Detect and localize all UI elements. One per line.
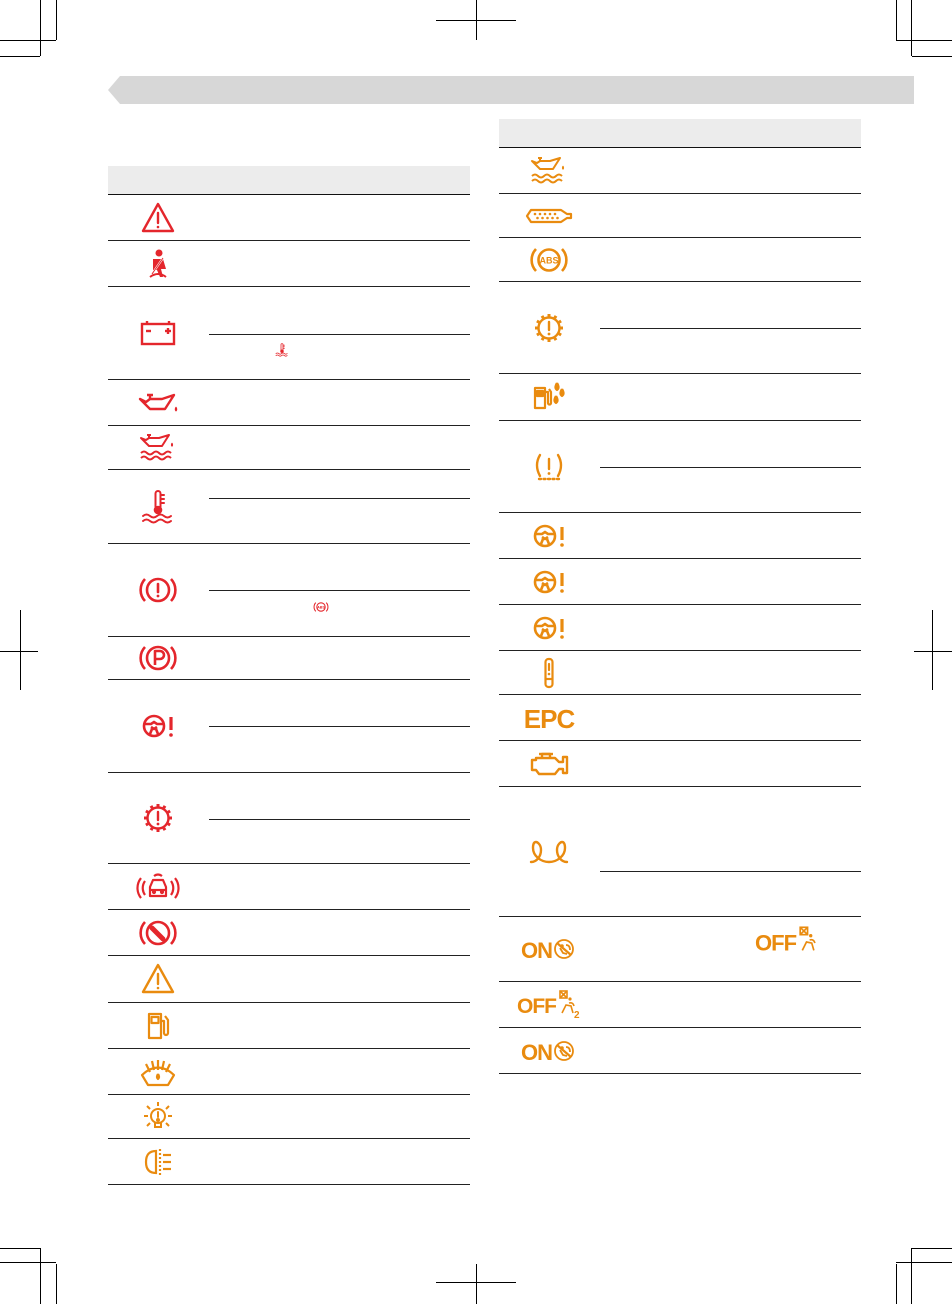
icon-cell [108,910,208,955]
table-row [499,1028,861,1074]
table-row [499,513,861,559]
icon-cell [499,421,599,512]
table-row [108,956,470,1003]
oil-level-icon [138,428,178,468]
row-divider [209,726,470,727]
airbag-on-icon [519,1031,579,1071]
front-assist-car-icon [138,867,178,907]
oil-level-icon [529,151,569,191]
icon-cell [499,238,599,281]
icon-cell [108,544,208,636]
table-row [108,1049,470,1095]
icon-cell [108,1139,208,1184]
table-row [499,421,861,513]
icon-cell [108,864,208,909]
icon-cell [108,287,208,379]
table-row [108,195,470,241]
row-divider [209,498,470,499]
row-divider [209,334,470,335]
table-row [499,605,861,651]
row-divider [600,328,861,329]
icon-cell [499,787,599,916]
table-header [499,119,861,148]
oil-pressure-icon [138,383,178,423]
table-row [108,380,470,426]
table-row [499,148,861,194]
icon-cell [499,559,599,604]
airbag-off-icon [754,921,823,963]
icon-cell [108,470,208,543]
icon-cell [108,956,208,1002]
icon-cell [499,982,599,1027]
transmission-gear-icon [529,308,569,348]
svg-text:ABS: ABS [317,605,325,610]
rear-fog-light-icon [138,1142,178,1182]
table-row [499,741,861,787]
table-row [499,374,861,421]
row-divider [209,819,470,820]
table-row [108,470,470,544]
tyre-pressure-icon [529,447,569,487]
abs-icon [529,240,569,280]
parking-brake-icon [138,638,178,678]
seatbelt-icon [138,244,178,284]
table-row [499,982,861,1028]
right-warning-lights-table [499,119,861,1074]
icon-cell [499,1028,599,1073]
table-row [499,282,861,374]
svg-text:ABS: ABS [539,255,559,265]
table-row [108,773,470,864]
icon-cell [108,637,208,679]
icon-cell [108,426,208,469]
icon-cell [108,680,208,772]
table-row [108,426,470,470]
table-row [108,637,470,680]
warning-triangle-icon [138,959,178,999]
coolant-temperature-icon [138,487,178,527]
table-row [499,917,861,982]
fuel-water-icon [529,377,569,417]
table-row [499,651,861,695]
svg-text:ON: ON [521,938,552,963]
svg-text:2: 2 [574,1009,580,1021]
table-row [108,680,470,773]
icon-cell [499,695,599,740]
airbag-off-icon [516,985,582,1025]
abs-icon [313,599,329,615]
svg-text:OFF: OFF [517,994,556,1018]
row-divider [600,467,861,468]
section-header-banner [108,76,914,104]
svg-text:OFF: OFF [755,930,796,956]
table-row [108,287,470,380]
table-row [108,241,470,287]
inline-symbol [313,599,329,617]
fuel-reserve-icon [138,1006,178,1046]
icon-cell [499,651,599,694]
steering-fault-icon [529,608,569,648]
icon-cell [108,195,208,240]
icon-cell [108,241,208,286]
brake-system-icon [138,570,178,610]
svg-text:ON: ON [521,1039,552,1065]
bulb-failure-icon [138,1097,178,1137]
table-row [108,1139,470,1185]
table-row [108,1003,470,1049]
washer-fluid-icon [138,1052,178,1092]
battery-icon [138,313,178,353]
transmission-gear-icon [138,798,178,838]
engine-check-icon [527,744,571,784]
icon-cell [499,374,599,420]
brake-pedal-icon [529,653,569,693]
icon-cell [499,282,599,373]
icon-cell [499,513,599,558]
table-row [108,544,470,637]
particulate-filter-icon [525,196,573,236]
icon-cell [499,605,599,650]
table-row [108,910,470,956]
glow-plug-icon [527,832,571,872]
epc-icon [525,698,573,738]
table-row [499,559,861,605]
icon-cell [499,741,599,786]
warning-triangle-icon [138,198,178,238]
table-row [499,787,861,917]
row-divider [600,871,861,872]
icon-cell [108,1003,208,1048]
table-row [499,194,861,238]
table-row [108,864,470,910]
brake-pad-wear-icon [138,913,178,953]
svg-text:EPC: EPC [523,703,575,734]
icon-cell [499,917,599,981]
table-row [499,695,861,741]
table-header [108,166,470,195]
left-warning-lights-table [108,166,470,1185]
icon-cell [499,148,599,193]
steering-fault-icon [138,706,178,746]
table-row [108,1095,470,1139]
inline-symbol [754,921,823,968]
table-row [499,238,861,282]
airbag-on-icon [519,929,579,969]
coolant-temperature-icon [274,342,290,358]
icon-cell [108,1049,208,1094]
inline-symbol [274,342,290,360]
icon-cell [108,380,208,425]
icon-cell [499,194,599,237]
icon-cell [108,1095,208,1138]
row-divider [209,590,470,591]
steering-fault-icon [529,516,569,556]
steering-fault-icon [529,562,569,602]
icon-cell [108,773,208,863]
